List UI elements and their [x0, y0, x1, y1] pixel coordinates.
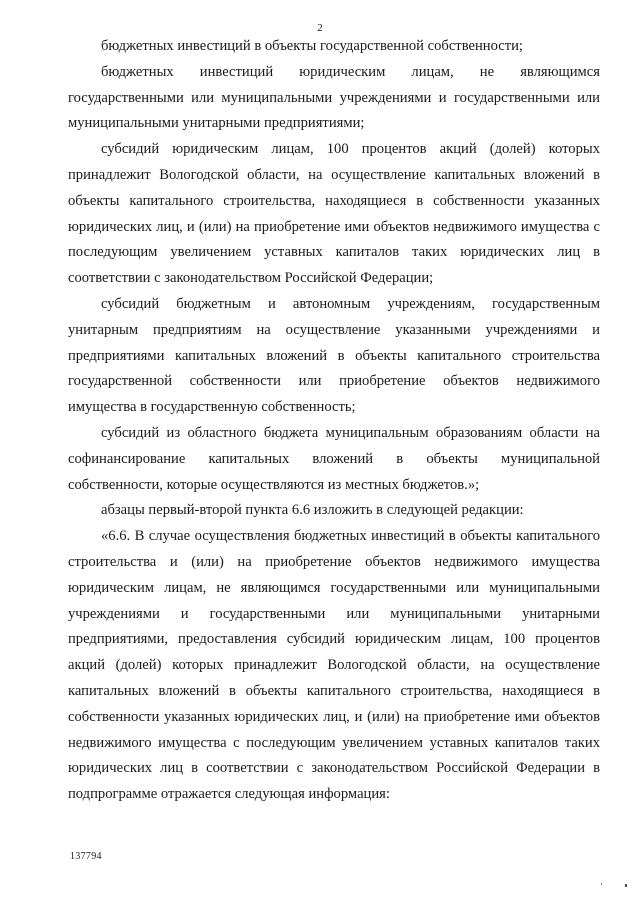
paragraph-budget-investments-state-property: бюджетных инвестиций в объекты государственной собственности; [101, 38, 523, 54]
page-number: 2 [317, 22, 323, 34]
paragraph-investments-legal-entities: бюджетных инвестиций юридическим лицам, не являющимся государственными или муниципальными учреждениями и государственными или муниципальными унитарными предприятиями; [68, 63, 600, 132]
paragraph-clause-6-6: «6.6. В случае осуществления бюджетных инвестиций в объекты капитального строительства и (или) на приобретение объектов недвижимого имущества юридическим лицам, не являющимся государственными или муниципальными учреждениями и государственными или муниципальными унитарными предприятиями, предоставления субсидий юридическим лицам, 100 процентов акций (долей) которых принадлежит Вологодской области, на осуществление капитальных вложений в объекты капитального строительства, находящиеся в собственности указанных юридических лиц, и (или) на приобретение ими объектов недвижимого имущества с последующим увеличением уставных капиталов таких юридических лиц в соответствии с законодательством Российской Федерации в подпрограмме отражается следующая информация: [68, 528, 600, 803]
paragraph-subsidies-institutions: субсидий бюджетным и автономным учреждениям, государственным унитарным предприятиям на осуществление указанными учреждениями и предприятиями капитальных вложений в объекты капитального строительства государственной собственности или приобретение объектов недвижимого имущества в государственную собственность; [68, 295, 600, 416]
scan-artifact-dot [625, 884, 627, 887]
document-body [68, 34, 600, 808]
document-code: 137794 [70, 851, 102, 862]
paragraph-subsidies-municipalities: субсидий из областного бюджета муниципальным образованиям области на софинансирование капитальных вложений в объекты муниципальной собственности, которые осуществляются из местных бюджетов.»; [68, 424, 600, 493]
paragraph-subsidies-legal-entities: субсидий юридическим лицам, 100 процентов акций (долей) которых принадлежит Вологодской области, на осуществление капитальных вложений в объекты капитального строительства, находящиеся в собственности указанных юридических лиц, и (или) на приобретение ими объектов недвижимого имущества с последующим увеличением уставных капиталов таких юридических лиц в соответствии с законодательством Российской Федерации; [68, 141, 600, 287]
scan-artifact-dot [601, 883, 602, 885]
paragraph-amendment-instruction: абзацы первый-второй пункта 6.6 изложить в следующей редакции: [101, 502, 524, 519]
